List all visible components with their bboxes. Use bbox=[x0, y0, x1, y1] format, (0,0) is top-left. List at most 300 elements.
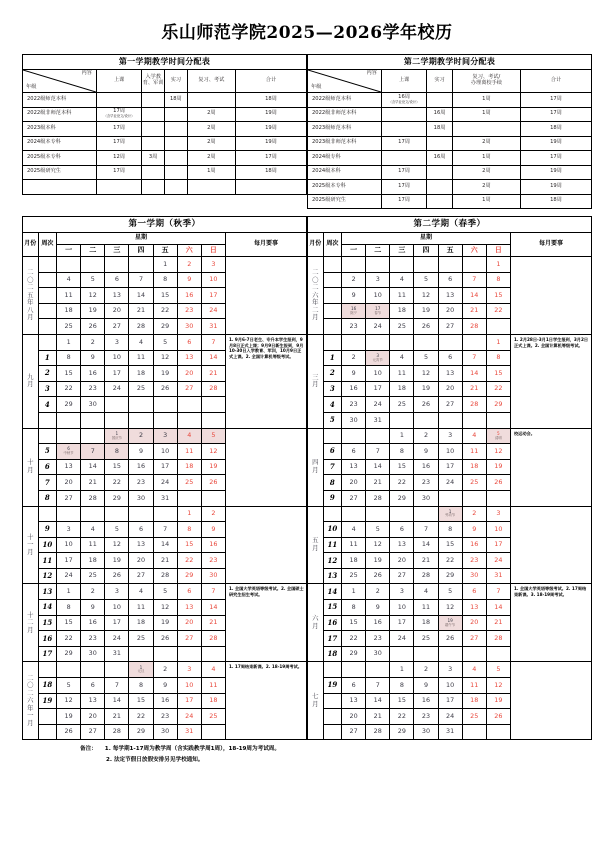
day-cell: 22 bbox=[342, 631, 366, 647]
month-label: 七 月 bbox=[308, 662, 324, 740]
allocation-cell: 2周 bbox=[187, 136, 235, 151]
day-cell: 3 bbox=[438, 662, 462, 678]
table-row bbox=[23, 165, 307, 180]
day-cell: 23 bbox=[153, 709, 177, 725]
allocation-cell: 19周 bbox=[235, 107, 306, 122]
day-cell: 24 bbox=[390, 631, 414, 647]
day-cell: 13 bbox=[177, 350, 201, 366]
day-cell: 24 bbox=[57, 568, 81, 584]
day-cell: 23 bbox=[129, 475, 153, 491]
day-cell: 16 bbox=[201, 537, 225, 553]
day-cell: 9 bbox=[129, 444, 153, 460]
allocation-cell: 3周 bbox=[142, 151, 165, 166]
week-number: 1 bbox=[323, 350, 341, 366]
day-cell: 27 bbox=[462, 631, 486, 647]
day-cell bbox=[366, 257, 390, 273]
day-cell: 17 bbox=[366, 381, 390, 397]
allocation-cell: 18周 bbox=[235, 165, 306, 180]
day-cell: 11 bbox=[81, 537, 105, 553]
day-cell: 4 bbox=[342, 522, 366, 538]
day-cell bbox=[390, 412, 414, 428]
day-cell bbox=[486, 490, 510, 506]
week-number bbox=[323, 506, 341, 522]
day-cell: 19 端午节 bbox=[438, 615, 462, 631]
calendar-semester2 bbox=[307, 216, 592, 740]
day-cell: 30 bbox=[342, 412, 366, 428]
allocation-cell: 16周 （含毕业论文/设计） bbox=[381, 93, 426, 108]
day-cell: 23 bbox=[366, 631, 390, 647]
calendar-week-row bbox=[23, 334, 307, 350]
day-cell bbox=[177, 490, 201, 506]
allocation-grade-label: 2023级本科 bbox=[23, 122, 97, 137]
week-number: 12 bbox=[323, 553, 341, 569]
day-cell bbox=[462, 724, 486, 740]
day-cell bbox=[462, 490, 486, 506]
allocation-cell: 18周 bbox=[427, 122, 453, 137]
allocation-cell bbox=[96, 180, 141, 195]
day-cell bbox=[129, 412, 153, 428]
day-cell bbox=[201, 397, 225, 413]
day-cell: 5 bbox=[414, 350, 438, 366]
allocation-cell bbox=[142, 180, 165, 195]
day-cell: 19 bbox=[486, 459, 510, 475]
header-events: 每月要事 bbox=[510, 233, 591, 257]
week-number: 18 bbox=[38, 678, 56, 694]
day-cell: 1 元旦 bbox=[129, 662, 153, 678]
day-cell bbox=[486, 319, 510, 335]
day-cell: 8 bbox=[486, 350, 510, 366]
day-cell: 22 bbox=[57, 381, 81, 397]
day-cell: 18 bbox=[462, 693, 486, 709]
table-row bbox=[308, 151, 592, 166]
day-cell bbox=[129, 506, 153, 522]
allocation-grade-label: 2022级师范本科 bbox=[308, 93, 382, 108]
allocation-grade-label: 2024级专科 bbox=[308, 151, 382, 166]
month-label: 三 月 bbox=[308, 334, 324, 428]
day-cell: 7 bbox=[201, 584, 225, 600]
day-cell: 27 bbox=[57, 490, 81, 506]
day-cell: 25 bbox=[81, 568, 105, 584]
day-cell: 22 bbox=[486, 303, 510, 319]
header-month: 月份 bbox=[23, 233, 39, 257]
allocation-cell bbox=[381, 151, 426, 166]
week-number: 13 bbox=[38, 584, 56, 600]
day-cell: 17 bbox=[153, 459, 177, 475]
day-cell: 5 bbox=[486, 662, 510, 678]
day-cell: 26 bbox=[201, 475, 225, 491]
week-number bbox=[323, 334, 341, 350]
allocation-col-header: 合计 bbox=[235, 70, 306, 93]
header-weekday: 星期 bbox=[57, 233, 226, 245]
day-cell: 16 bbox=[129, 459, 153, 475]
day-cell: 11 bbox=[390, 366, 414, 382]
day-cell bbox=[366, 662, 390, 678]
day-cell bbox=[201, 490, 225, 506]
day-cell: 9 bbox=[342, 366, 366, 382]
allocation-cell: 19周 bbox=[235, 122, 306, 137]
day-cell bbox=[57, 428, 81, 444]
calendar-week-row bbox=[23, 428, 307, 444]
week-number: 2 bbox=[323, 366, 341, 382]
day-cell: 13 bbox=[177, 600, 201, 616]
allocation-cell bbox=[235, 180, 306, 195]
day-cell: 27 bbox=[177, 631, 201, 647]
day-cell: 15 bbox=[390, 459, 414, 475]
day-cell: 14 bbox=[81, 459, 105, 475]
day-cell bbox=[414, 334, 438, 350]
allocation-col-header: 实习 bbox=[164, 70, 187, 93]
allocation-cell: 1周 bbox=[452, 151, 520, 166]
week-number: 17 bbox=[38, 646, 56, 662]
table-row bbox=[308, 165, 592, 180]
day-cell bbox=[486, 412, 510, 428]
week-number bbox=[38, 724, 56, 740]
day-cell: 10 bbox=[201, 272, 225, 288]
day-cell: 23 bbox=[201, 553, 225, 569]
allocation-col-header: 实习 bbox=[427, 70, 453, 93]
day-cell bbox=[177, 412, 201, 428]
day-cell bbox=[342, 428, 366, 444]
day-cell: 13 bbox=[342, 459, 366, 475]
day-cell: 16 bbox=[414, 693, 438, 709]
day-cell: 3 bbox=[486, 506, 510, 522]
day-cell: 4 bbox=[129, 584, 153, 600]
day-cell: 19 bbox=[57, 709, 81, 725]
calendar-week-row bbox=[308, 428, 592, 444]
weekday-header: 四 bbox=[129, 245, 153, 257]
day-cell: 7 bbox=[366, 444, 390, 460]
day-cell: 3 bbox=[201, 257, 225, 273]
day-cell: 17 bbox=[177, 693, 201, 709]
allocation-cell: 17周 bbox=[520, 93, 591, 108]
day-cell bbox=[177, 397, 201, 413]
allocation-grade-label bbox=[23, 180, 97, 195]
day-cell: 30 bbox=[81, 646, 105, 662]
day-cell: 6 bbox=[390, 522, 414, 538]
allocation-cell bbox=[164, 165, 187, 180]
day-cell: 18 bbox=[129, 615, 153, 631]
day-cell: 9 bbox=[201, 522, 225, 538]
allocation-cell: 17周 bbox=[520, 107, 591, 122]
day-cell: 17 bbox=[57, 553, 81, 569]
day-cell: 27 bbox=[438, 319, 462, 335]
day-cell: 7 bbox=[486, 584, 510, 600]
day-cell: 1 bbox=[390, 662, 414, 678]
day-cell: 31 bbox=[366, 412, 390, 428]
day-cell: 27 bbox=[81, 724, 105, 740]
day-cell bbox=[462, 646, 486, 662]
day-cell: 8 bbox=[390, 444, 414, 460]
day-cell: 14 bbox=[486, 600, 510, 616]
day-cell: 16 除夕 bbox=[342, 303, 366, 319]
day-cell: 6 bbox=[462, 584, 486, 600]
day-cell: 21 bbox=[366, 709, 390, 725]
allocation-cell: 17周 bbox=[381, 180, 426, 195]
week-number: 5 bbox=[38, 444, 56, 460]
day-cell bbox=[81, 257, 105, 273]
allocation-cell: 17周 bbox=[235, 151, 306, 166]
day-cell: 8 bbox=[57, 600, 81, 616]
day-cell: 23 bbox=[462, 553, 486, 569]
day-cell: 3 bbox=[366, 272, 390, 288]
day-cell bbox=[57, 506, 81, 522]
week-number: 13 bbox=[323, 568, 341, 584]
week-number: 1 bbox=[38, 350, 56, 366]
day-cell: 17 bbox=[438, 693, 462, 709]
day-cell: 1 国庆节 bbox=[105, 428, 129, 444]
allocation-cell: 18周 bbox=[235, 93, 306, 108]
day-cell: 4 bbox=[390, 350, 414, 366]
day-cell: 8 bbox=[486, 272, 510, 288]
week-number bbox=[323, 428, 341, 444]
day-cell: 7 bbox=[414, 522, 438, 538]
day-cell: 5 bbox=[438, 584, 462, 600]
day-cell: 30 bbox=[366, 646, 390, 662]
day-cell: 10 bbox=[438, 444, 462, 460]
day-cell: 21 bbox=[462, 303, 486, 319]
allocation-grade-label: 2025级本专科 bbox=[23, 151, 97, 166]
day-cell: 19 bbox=[105, 553, 129, 569]
header-events: 每月要事 bbox=[225, 233, 306, 257]
day-cell: 9 bbox=[366, 600, 390, 616]
day-cell: 12 bbox=[414, 366, 438, 382]
calendar-title: 第一学期（秋季） bbox=[23, 217, 307, 233]
day-cell: 29 bbox=[390, 724, 414, 740]
month-events-note bbox=[510, 257, 591, 335]
day-cell: 17 bbox=[201, 288, 225, 304]
day-cell: 23 bbox=[342, 397, 366, 413]
allocation-cell: 2周 bbox=[452, 136, 520, 151]
day-cell: 26 bbox=[153, 381, 177, 397]
day-cell: 9 bbox=[177, 272, 201, 288]
week-number bbox=[323, 662, 341, 678]
day-cell: 11 bbox=[390, 288, 414, 304]
allocation-cell: 2周 bbox=[452, 165, 520, 180]
day-cell: 20 bbox=[438, 303, 462, 319]
day-cell: 31 bbox=[105, 646, 129, 662]
allocation-cell bbox=[427, 165, 453, 180]
day-cell: 17 bbox=[438, 459, 462, 475]
month-label: 二 〇 二 五 年 八 月 bbox=[23, 257, 39, 335]
day-cell: 21 bbox=[129, 303, 153, 319]
day-cell: 30 bbox=[177, 319, 201, 335]
day-cell: 3 bbox=[105, 334, 129, 350]
allocation-col-header: 合计 bbox=[520, 70, 591, 93]
week-number: 7 bbox=[323, 459, 341, 475]
day-cell: 24 bbox=[153, 475, 177, 491]
day-cell bbox=[81, 412, 105, 428]
week-number: 3 bbox=[38, 381, 56, 397]
day-cell bbox=[438, 646, 462, 662]
day-cell: 23 bbox=[177, 303, 201, 319]
day-cell: 25 bbox=[129, 631, 153, 647]
week-number: 4 bbox=[38, 397, 56, 413]
day-cell: 16 bbox=[366, 615, 390, 631]
day-cell: 17 bbox=[486, 537, 510, 553]
allocation-cell bbox=[164, 122, 187, 137]
week-number: 15 bbox=[323, 600, 341, 616]
day-cell: 20 bbox=[57, 475, 81, 491]
day-cell bbox=[342, 662, 366, 678]
day-cell: 18 bbox=[57, 303, 81, 319]
day-cell: 3 bbox=[438, 428, 462, 444]
allocation-col-header: 复习、考试/ 办理离校手续 bbox=[452, 70, 520, 93]
day-cell: 26 bbox=[366, 568, 390, 584]
day-cell: 15 bbox=[105, 459, 129, 475]
day-cell: 2 bbox=[177, 257, 201, 273]
day-cell: 25 bbox=[201, 709, 225, 725]
day-cell: 17 春节 bbox=[366, 303, 390, 319]
day-cell: 21 bbox=[201, 615, 225, 631]
calendar-week-row bbox=[23, 662, 307, 678]
day-cell: 12 bbox=[438, 600, 462, 616]
allocation-grade-label: 2022级师范本科 bbox=[23, 93, 97, 108]
day-cell: 4 bbox=[129, 334, 153, 350]
day-cell: 5 bbox=[153, 584, 177, 600]
calendar-semester1 bbox=[22, 216, 307, 740]
day-cell: 26 bbox=[438, 631, 462, 647]
week-number bbox=[323, 724, 341, 740]
allocation-tables bbox=[22, 54, 592, 209]
day-cell: 6 bbox=[342, 444, 366, 460]
day-cell: 4 bbox=[201, 662, 225, 678]
day-cell: 26 bbox=[81, 319, 105, 335]
day-cell: 13 bbox=[57, 459, 81, 475]
day-cell: 21 bbox=[81, 475, 105, 491]
day-cell: 25 bbox=[462, 709, 486, 725]
day-cell bbox=[177, 646, 201, 662]
day-cell: 25 bbox=[414, 631, 438, 647]
month-label: 十 月 bbox=[23, 428, 39, 506]
day-cell: 2 bbox=[153, 662, 177, 678]
day-cell: 23 bbox=[81, 631, 105, 647]
allocation-cell: 17周 bbox=[381, 165, 426, 180]
day-cell bbox=[153, 412, 177, 428]
day-cell: 24 bbox=[177, 709, 201, 725]
allocation-cell bbox=[187, 180, 235, 195]
allocation-cell: 18周 bbox=[164, 93, 187, 108]
day-cell: 4 bbox=[177, 428, 201, 444]
allocation-cell: 17周 bbox=[96, 165, 141, 180]
day-cell: 5 bbox=[81, 272, 105, 288]
day-cell: 14 bbox=[366, 693, 390, 709]
month-events-note: 1. 全国大学英语等级考试。2. 17周结束新课。3. 18-19周考试。 bbox=[510, 584, 591, 662]
day-cell bbox=[201, 646, 225, 662]
table-row bbox=[308, 194, 592, 209]
allocation-cell: 1周 bbox=[452, 107, 520, 122]
day-cell: 29 bbox=[177, 568, 201, 584]
allocation-cell: 17周 （含毕业论文/设计） bbox=[96, 107, 141, 122]
day-cell bbox=[105, 397, 129, 413]
day-cell: 15 bbox=[486, 288, 510, 304]
allocation-cell: 19周 bbox=[235, 136, 306, 151]
day-cell bbox=[390, 257, 414, 273]
day-cell bbox=[153, 506, 177, 522]
day-cell: 24 bbox=[486, 553, 510, 569]
day-cell: 3 bbox=[153, 428, 177, 444]
day-cell: 12 bbox=[414, 288, 438, 304]
day-cell: 5 bbox=[414, 272, 438, 288]
day-cell: 4 bbox=[81, 522, 105, 538]
month-label: 四 月 bbox=[308, 428, 324, 506]
day-cell: 13 bbox=[81, 693, 105, 709]
day-cell: 24 bbox=[438, 475, 462, 491]
day-cell: 14 bbox=[201, 600, 225, 616]
day-cell: 6 bbox=[105, 272, 129, 288]
day-cell: 13 bbox=[390, 537, 414, 553]
day-cell bbox=[414, 506, 438, 522]
day-cell bbox=[342, 257, 366, 273]
day-cell: 24 bbox=[366, 319, 390, 335]
day-cell bbox=[366, 428, 390, 444]
day-cell: 21 bbox=[414, 553, 438, 569]
day-cell: 22 bbox=[105, 475, 129, 491]
day-cell: 23 bbox=[81, 381, 105, 397]
day-cell: 31 bbox=[486, 568, 510, 584]
day-cell: 16 bbox=[414, 459, 438, 475]
day-cell: 15 bbox=[177, 537, 201, 553]
week-number: 6 bbox=[38, 459, 56, 475]
day-cell: 23 bbox=[342, 319, 366, 335]
day-cell: 20 bbox=[177, 615, 201, 631]
day-cell: 31 bbox=[177, 724, 201, 740]
day-cell: 8 bbox=[129, 678, 153, 694]
day-cell: 11 bbox=[129, 350, 153, 366]
day-cell: 17 bbox=[105, 615, 129, 631]
day-cell: 11 bbox=[129, 600, 153, 616]
allocation-cell: 12周 bbox=[96, 151, 141, 166]
month-events-note: 1. 17周结束新课。2. 18-19周考试。 bbox=[225, 662, 306, 740]
day-cell: 29 bbox=[342, 646, 366, 662]
day-cell: 18 bbox=[81, 553, 105, 569]
weekday-header: 日 bbox=[486, 245, 510, 257]
day-cell: 29 bbox=[390, 490, 414, 506]
allocation-cell: 19周 bbox=[520, 180, 591, 195]
month-events-note bbox=[225, 428, 306, 506]
day-cell: 1 bbox=[486, 257, 510, 273]
day-cell: 30 bbox=[153, 724, 177, 740]
day-cell: 1 bbox=[57, 334, 81, 350]
day-cell bbox=[105, 662, 129, 678]
month-label: 六 月 bbox=[308, 584, 324, 662]
day-cell: 1 bbox=[153, 257, 177, 273]
week-number: 16 bbox=[38, 631, 56, 647]
table-row bbox=[308, 180, 592, 195]
month-label: 十 二 月 bbox=[23, 584, 39, 662]
day-cell bbox=[438, 257, 462, 273]
day-cell: 21 bbox=[462, 381, 486, 397]
day-cell: 21 bbox=[201, 366, 225, 382]
day-cell: 14 bbox=[462, 366, 486, 382]
weekday-header: 六 bbox=[462, 245, 486, 257]
day-cell: 20 bbox=[105, 303, 129, 319]
weekday-header: 四 bbox=[414, 245, 438, 257]
allocation-cell: 1周 bbox=[187, 165, 235, 180]
day-cell: 19 bbox=[153, 615, 177, 631]
day-cell: 2 bbox=[414, 662, 438, 678]
day-cell: 28 bbox=[201, 631, 225, 647]
day-cell bbox=[414, 412, 438, 428]
allocation-grade-label: 2024级本科 bbox=[308, 165, 382, 180]
allocation-grade-label: 2022级非师范本科 bbox=[308, 107, 382, 122]
week-number: 14 bbox=[323, 584, 341, 600]
day-cell: 28 bbox=[366, 490, 390, 506]
week-number: 19 bbox=[323, 678, 341, 694]
week-number bbox=[38, 412, 56, 428]
week-number: 16 bbox=[323, 615, 341, 631]
allocation-cell: 16周 bbox=[427, 151, 453, 166]
day-cell: 15 bbox=[486, 366, 510, 382]
